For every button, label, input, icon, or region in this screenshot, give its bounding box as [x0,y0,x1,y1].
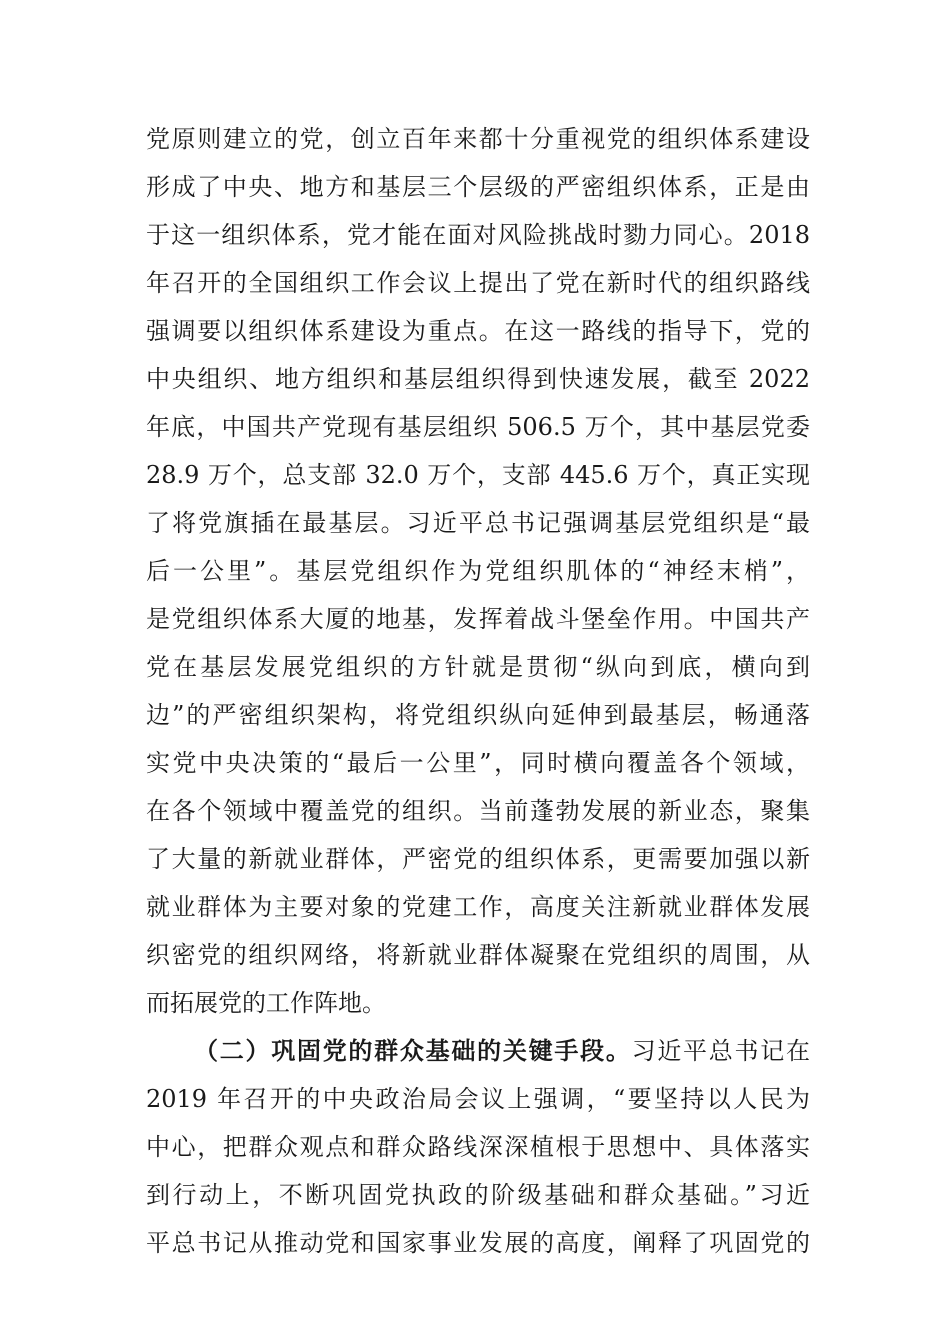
text-line: 年底，中国共产党现有基层组织 506.5 万个，其中基层党委 [146,413,810,441]
section-heading-line [146,1027,810,1075]
text-line: 在各个领域中覆盖党的组织。当前蓬勃发展的新业态，聚集 [146,797,810,825]
text-line: 中心，把群众观点和群众路线深深植根于思想中、具体落实 [146,1133,810,1161]
heading-line-rest: 习近平总书记在 [631,1037,811,1065]
text-line: 而拓展党的工作阵地。 [146,989,386,1017]
text-line: 就业群体为主要对象的党建工作，高度关注新就业群体发展 [146,893,810,921]
text-line: 后一公里”。基层党组织作为党组织肌体的“神经末梢”， [146,557,810,585]
text-line: 了大量的新就业群体，严密党的组织体系，更需要加强以新 [146,845,810,873]
text-line: 党原则建立的党，创立百年来都十分重视党的组织体系建设 [146,125,810,153]
body-text [146,115,810,1267]
text-line: 了将党旗插在最基层。习近平总书记强调基层党组织是“最 [146,509,810,537]
text-line: 28.9 万个，总支部 32.0 万个，支部 445.6 万个，真正实现 [146,461,810,489]
paragraph-1 [146,115,810,1027]
text-line: 党在基层发展党组织的方针就是贯彻“纵向到底，横向到 [146,653,810,681]
text-line: 实党中央决策的“最后一公里”，同时横向覆盖各个领域， [146,749,810,777]
text-line: 于这一组织体系，党才能在面对风险挑战时勠力同心。2018 [146,221,810,249]
section-heading: （二）巩固党的群众基础的关键手段。 [194,1036,632,1065]
text-line: 到行动上，不断巩固党执政的阶级基础和群众基础。”习近 [146,1181,810,1209]
text-line: 织密党的组织网络，将新就业群体凝聚在党组织的周围，从 [146,941,810,969]
paragraph-2 [146,1027,810,1267]
text-line: 边”的严密组织架构，将党组织纵向延伸到最基层，畅通落 [146,701,810,729]
text-line: 年召开的全国组织工作会议上提出了党在新时代的组织路线 [146,269,810,297]
text-line: 平总书记从推动党和国家事业发展的高度，阐释了巩固党的 [146,1229,810,1257]
text-line: 2019 年召开的中央政治局会议上强调，“要坚持以人民为 [146,1085,810,1113]
text-line: 中央组织、地方组织和基层组织得到快速发展，截至 2022 [146,365,810,393]
text-line: 是党组织体系大厦的地基，发挥着战斗堡垒作用。中国共产 [146,605,810,633]
text-line: 强调要以组织体系建设为重点。在这一路线的指导下，党的 [146,317,810,345]
text-line: 形成了中央、地方和基层三个层级的严密组织体系，正是由 [146,173,810,201]
